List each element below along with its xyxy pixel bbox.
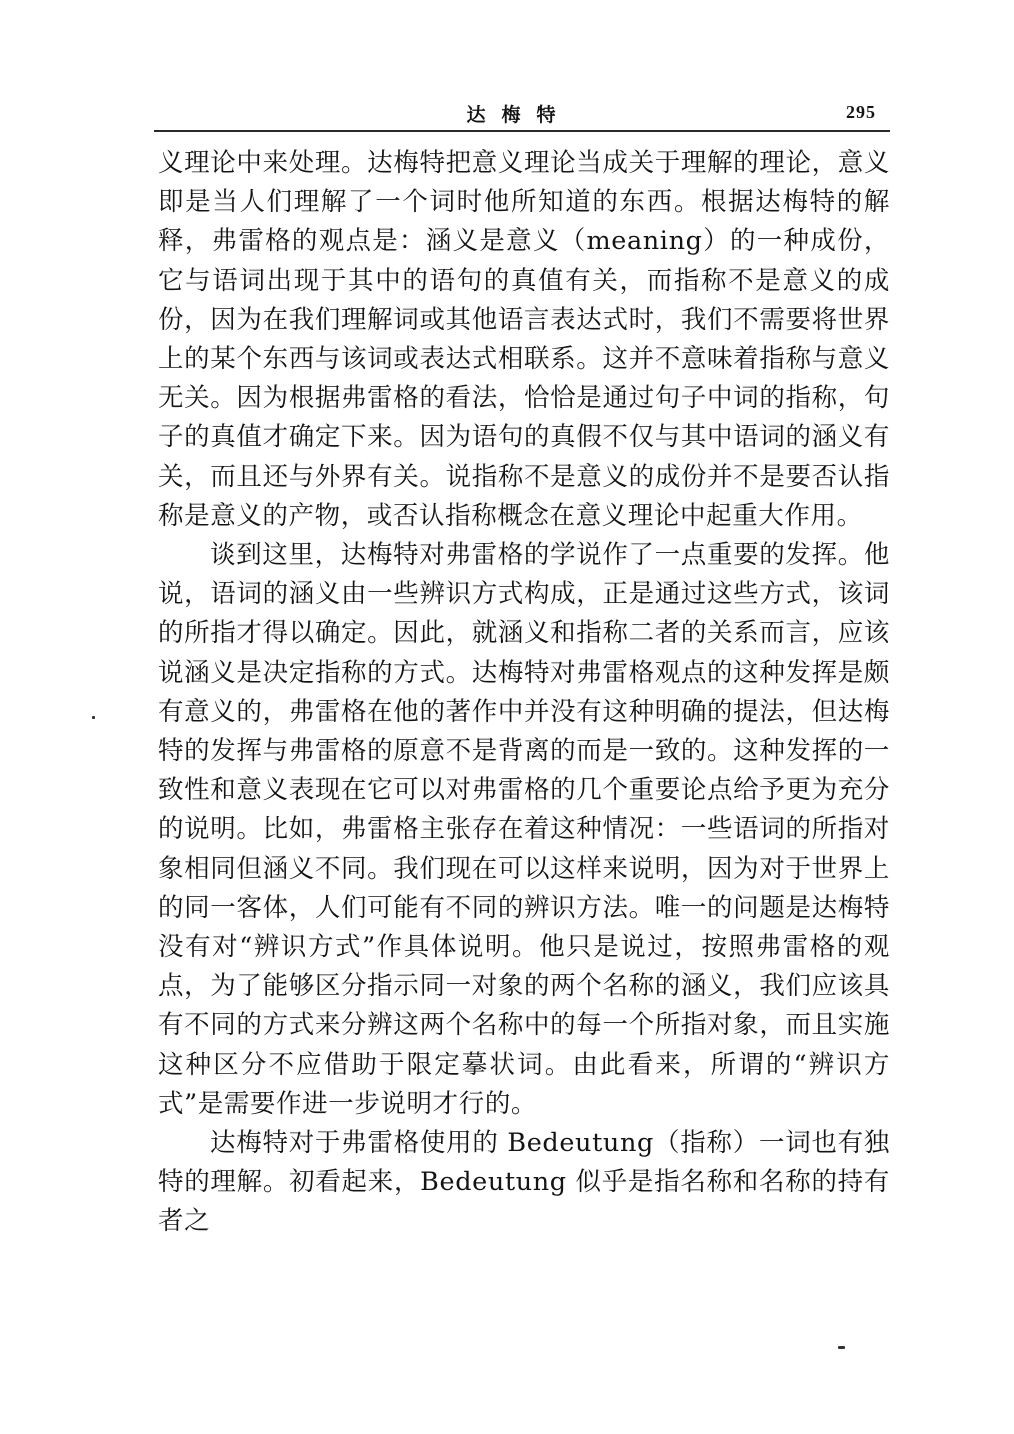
scan-speck-bottom	[838, 1346, 845, 1349]
body-text	[158, 144, 890, 1242]
paragraph-1: 义理论中来处理。达梅特把意义理论当成关于理解的理论，意义即是当人们理解了一个词时他所知道的东西。根据达梅特的解释，弗雷格的观点是：涵义是意义（meaning）的一种成份，它与语词出现于其中的语句的真值有关，而指称不是意义的成份，因为在我们理解词或其他语言表达式时，我们不需要将世界上的某个东西与该词或表达式相联系。这并不意味着指称与意义无关。因为根据弗雷格的看法，恰恰是通过句子中词的指称，句子的真值才确定下来。因为语句的真假不仅与其中语词的涵义有关，而且还与外界有关。说指称不是意义的成份并不是要否认指称是意义的产物，或否认指称概念在意义理论中起重大作用。	[158, 148, 890, 531]
paragraph-3: 达梅特对于弗雷格使用的 Bedeutung（指称）一词也有独特的理解。初看起来，Bedeutung 似乎是指名称和名称的持有者之	[158, 1128, 890, 1237]
header-rule	[154, 130, 890, 132]
running-title: 达梅特	[466, 104, 572, 126]
running-head	[158, 98, 880, 130]
scan-speck-left	[92, 716, 95, 719]
page-number: 295	[846, 102, 876, 122]
paragraph-2: 谈到这里，达梅特对弗雷格的学说作了一点重要的发挥。他说，语词的涵义由一些辨识方式构成，正是通过这些方式，该词的所指才得以确定。因此，就涵义和指称二者的关系而言，应该说涵义是决定指称的方式。达梅特对弗雷格观点的这种发挥是颇有意义的，弗雷格在他的著作中并没有这种明确的提法，但达梅特的发挥与弗雷格的原意不是背离的而是一致的。这种发挥的一致性和意义表现在它可以对弗雷格的几个重要论点给予更为充分的说明。比如，弗雷格主张存在着这种情况：一些语词的所指对象相同但涵义不同。我们现在可以这样来说明，因为对于世界上的同一客体，人们可能有不同的辨识方法。唯一的问题是达梅特没有对“辨识方式”作具体说明。他只是说过，按照弗雷格的观点，为了能够区分指示同一对象的两个名称的涵义，我们应该具有不同的方式来分辨这两个名称中的每一个所指对象，而且实施这种区分不应借助于限定摹状词。由此看来，所谓的“辨识方式”是需要作进一步说明才行的。	[158, 540, 890, 1119]
